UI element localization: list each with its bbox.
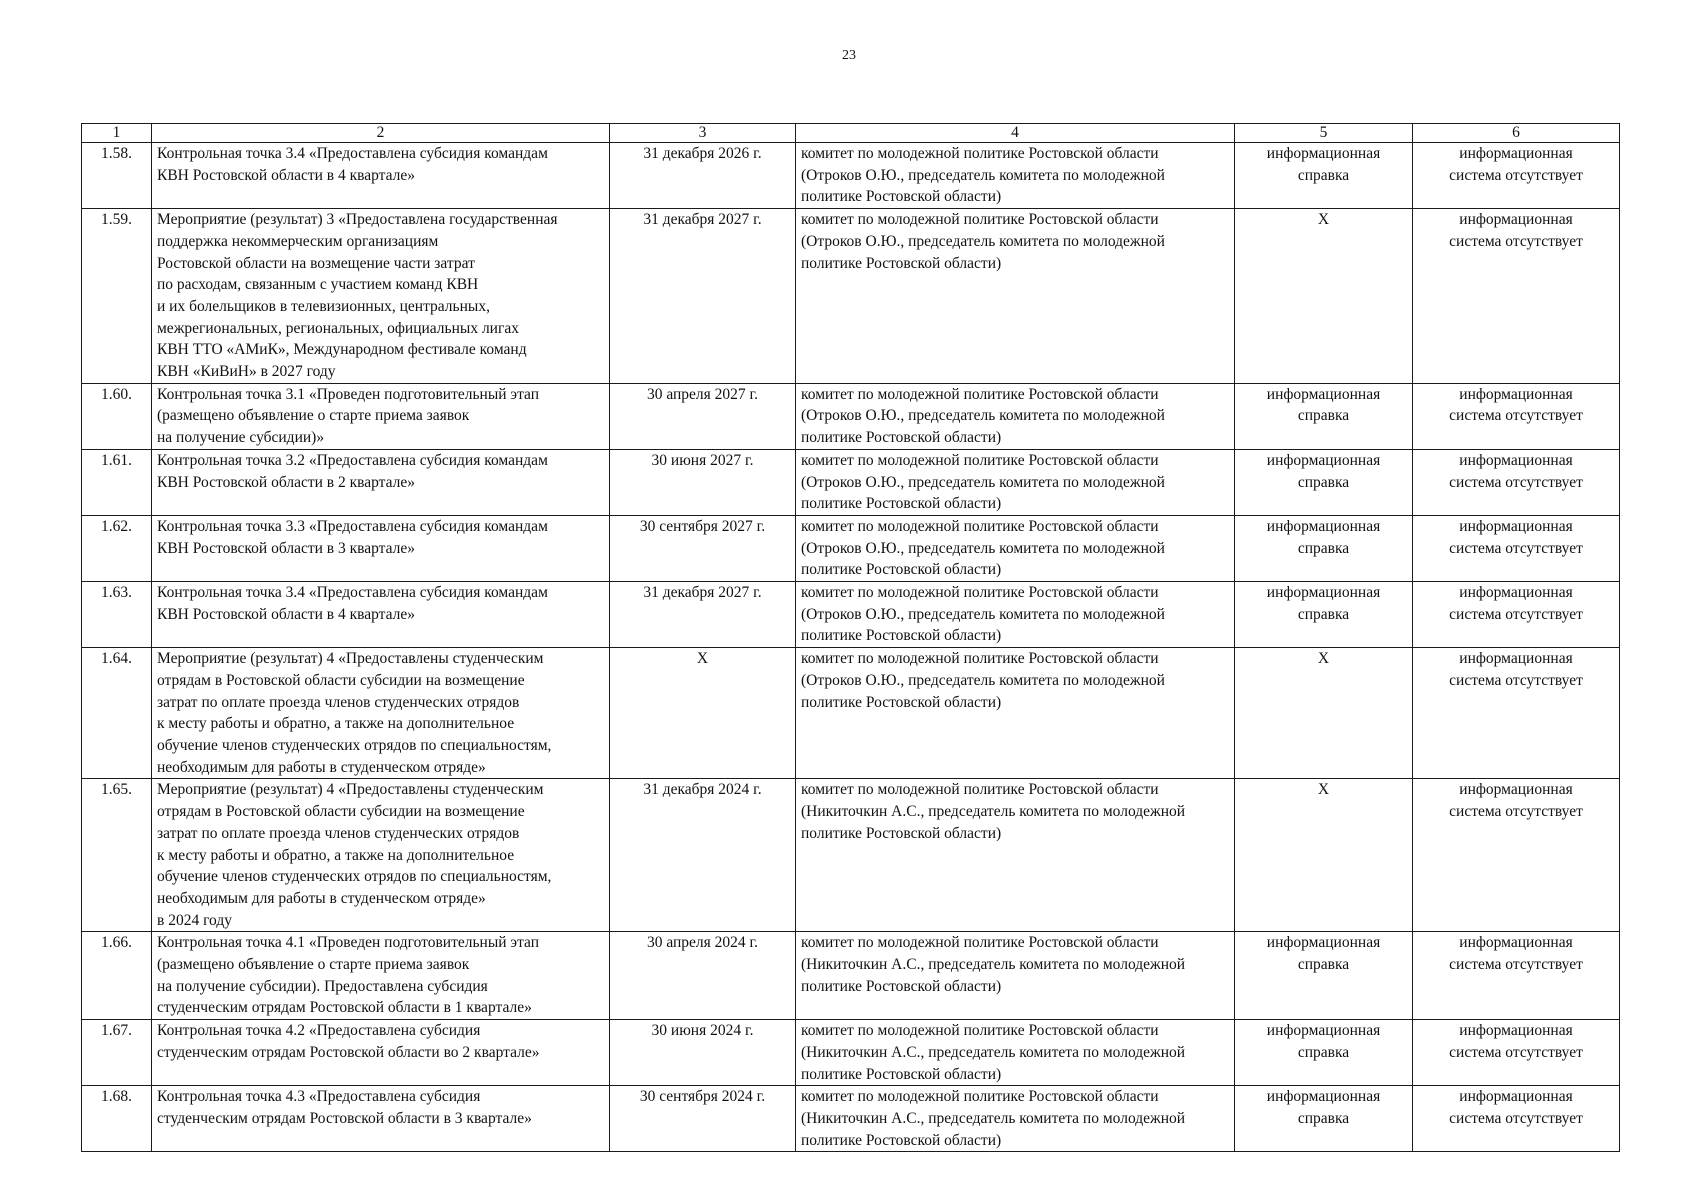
info-system: информационная система отсутствует	[1413, 515, 1620, 581]
responsible: комитет по молодежной политике Ростовской области (Отроков О.Ю., председатель комитета по молодежной политике Ростовской области)	[796, 143, 1235, 209]
row-number: 1.60.	[82, 383, 152, 449]
info-system: информационная система отсутствует	[1413, 779, 1620, 932]
responsible: комитет по молодежной политике Ростовской области (Отроков О.Ю., председатель комитета по молодежной политике Ростовской области)	[796, 449, 1235, 515]
document-type: информационная справка	[1235, 582, 1413, 648]
info-system: информационная система отсутствует	[1413, 932, 1620, 1020]
item-name: Контрольная точка 3.3 «Предоставлена субсидия командам КВН Ростовской области в 3 квартале»	[152, 515, 610, 581]
item-name: Контрольная точка 3.1 «Проведен подготовительный этап (размещено объявление о старте приема заявок на получение субсидии)»	[152, 383, 610, 449]
column-header: 3	[610, 124, 796, 143]
info-system: информационная система отсутствует	[1413, 648, 1620, 779]
due-date: 30 сентября 2027 г.	[610, 515, 796, 581]
document-type: Х	[1235, 779, 1413, 932]
due-date: 30 сентября 2024 г.	[610, 1086, 796, 1152]
item-name: Мероприятие (результат) 4 «Предоставлены студенческим отрядам в Ростовской области субсидии на возмещение затрат по оплате проезда членов студенческих отрядов к месту работы и обратно, а также на дополнительное обучение членов студенческих отрядов по специальностям, необходимым для работы в студенческом отряде»	[152, 648, 610, 779]
document-type: информационная справка	[1235, 515, 1413, 581]
row-number: 1.65.	[82, 779, 152, 932]
document-type: информационная справка	[1235, 1020, 1413, 1086]
row-number: 1.64.	[82, 648, 152, 779]
info-system: информационная система отсутствует	[1413, 383, 1620, 449]
due-date: 30 апреля 2027 г.	[610, 383, 796, 449]
due-date: 30 апреля 2024 г.	[610, 932, 796, 1020]
row-number: 1.62.	[82, 515, 152, 581]
responsible: комитет по молодежной политике Ростовской области (Отроков О.Ю., председатель комитета по молодежной политике Ростовской области)	[796, 582, 1235, 648]
table-row	[82, 1020, 1620, 1086]
responsible: комитет по молодежной политике Ростовской области (Отроков О.Ю., председатель комитета по молодежной политике Ростовской области)	[796, 648, 1235, 779]
due-date: 31 декабря 2027 г.	[610, 209, 796, 384]
due-date: 30 июня 2024 г.	[610, 1020, 796, 1086]
page-number: 23	[842, 48, 856, 63]
info-system: информационная система отсутствует	[1413, 1020, 1620, 1086]
item-name: Контрольная точка 3.2 «Предоставлена субсидия командам КВН Ростовской области в 2 квартале»	[152, 449, 610, 515]
document-type: информационная справка	[1235, 449, 1413, 515]
column-header: 2	[152, 124, 610, 143]
table-row	[82, 383, 1620, 449]
row-number: 1.61.	[82, 449, 152, 515]
responsible: комитет по молодежной политике Ростовской области (Отроков О.Ю., председатель комитета по молодежной политике Ростовской области)	[796, 209, 1235, 384]
column-header: 4	[796, 124, 1235, 143]
column-header: 6	[1413, 124, 1620, 143]
document-type: информационная справка	[1235, 1086, 1413, 1152]
row-number: 1.68.	[82, 1086, 152, 1152]
header-row	[82, 124, 1620, 143]
responsible: комитет по молодежной политике Ростовской области (Отроков О.Ю., председатель комитета по молодежной политике Ростовской области)	[796, 515, 1235, 581]
item-name: Мероприятие (результат) 4 «Предоставлены студенческим отрядам в Ростовской области субсидии на возмещение затрат по оплате проезда членов студенческих отрядов к месту работы и обратно, а также на дополнительное обучение членов студенческих отрядов по специальностям, необходимым для работы в студенческом отряде» в 2024 году	[152, 779, 610, 932]
table-row	[82, 143, 1620, 209]
due-date: 31 декабря 2026 г.	[610, 143, 796, 209]
column-header: 5	[1235, 124, 1413, 143]
plan-table	[81, 123, 1620, 1152]
due-date: 30 июня 2027 г.	[610, 449, 796, 515]
table-row	[82, 648, 1620, 779]
responsible: комитет по молодежной политике Ростовской области (Никиточкин А.С., председатель комитета по молодежной политике Ростовской области)	[796, 1020, 1235, 1086]
table-row	[82, 932, 1620, 1020]
row-number: 1.59.	[82, 209, 152, 384]
table-body	[82, 143, 1620, 1152]
row-number: 1.63.	[82, 582, 152, 648]
item-name: Контрольная точка 3.4 «Предоставлена субсидия командам КВН Ростовской области в 4 квартале»	[152, 582, 610, 648]
document-type: Х	[1235, 209, 1413, 384]
responsible: комитет по молодежной политике Ростовской области (Никиточкин А.С., председатель комитета по молодежной политике Ростовской области)	[796, 932, 1235, 1020]
column-header: 1	[82, 124, 152, 143]
due-date: 31 декабря 2024 г.	[610, 779, 796, 932]
info-system: информационная система отсутствует	[1413, 143, 1620, 209]
item-name: Контрольная точка 3.4 «Предоставлена субсидия командам КВН Ростовской области в 4 квартале»	[152, 143, 610, 209]
info-system: информационная система отсутствует	[1413, 582, 1620, 648]
row-number: 1.67.	[82, 1020, 152, 1086]
due-date: 31 декабря 2027 г.	[610, 582, 796, 648]
table-row	[82, 209, 1620, 384]
document-type: Х	[1235, 648, 1413, 779]
table-row	[82, 515, 1620, 581]
document-type: информационная справка	[1235, 383, 1413, 449]
document-type: информационная справка	[1235, 143, 1413, 209]
table-row	[82, 449, 1620, 515]
table-row	[82, 1086, 1620, 1152]
item-name: Контрольная точка 4.2 «Предоставлена субсидия студенческим отрядам Ростовской области во 2 квартале»	[152, 1020, 610, 1086]
item-name: Мероприятие (результат) 3 «Предоставлена государственная поддержка некоммерческим организациям Ростовской области на возмещение части затрат по расходам, связанным с участием команд КВН и их болельщиков в телевизионных, центральных, межрегиональных, региональных, официальных лигах КВН ТТО «АМиК», Международном фестивале команд КВН «КиВиН» в 2027 году	[152, 209, 610, 384]
due-date: Х	[610, 648, 796, 779]
responsible: комитет по молодежной политике Ростовской области (Отроков О.Ю., председатель комитета по молодежной политике Ростовской области)	[796, 383, 1235, 449]
responsible: комитет по молодежной политике Ростовской области (Никиточкин А.С., председатель комитета по молодежной политике Ростовской области)	[796, 1086, 1235, 1152]
responsible: комитет по молодежной политике Ростовской области (Никиточкин А.С., председатель комитета по молодежной политике Ростовской области)	[796, 779, 1235, 932]
item-name: Контрольная точка 4.3 «Предоставлена субсидия студенческим отрядам Ростовской области в 3 квартале»	[152, 1086, 610, 1152]
info-system: информационная система отсутствует	[1413, 449, 1620, 515]
table-row	[82, 582, 1620, 648]
row-number: 1.66.	[82, 932, 152, 1020]
row-number: 1.58.	[82, 143, 152, 209]
table-row	[82, 779, 1620, 932]
info-system: информационная система отсутствует	[1413, 1086, 1620, 1152]
item-name: Контрольная точка 4.1 «Проведен подготовительный этап (размещено объявление о старте приема заявок на получение субсидии). Предоставлена субсидия студенческим отрядам Ростовской области в 1 квартале»	[152, 932, 610, 1020]
info-system: информационная система отсутствует	[1413, 209, 1620, 384]
document-type: информационная справка	[1235, 932, 1413, 1020]
